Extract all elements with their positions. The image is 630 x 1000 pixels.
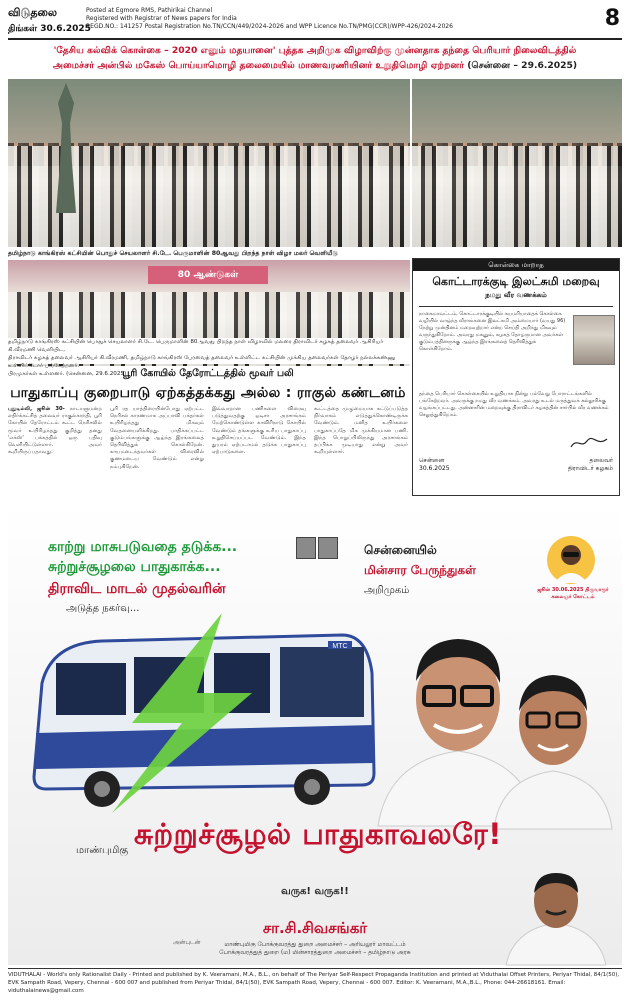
ad-tagline-1: காற்று மாசுபடுவதை தடுக்க... — [48, 539, 238, 555]
caption-line: தமிழ்நாடு காங்கிரஸ் கட்சியின் பொதுச் செயலாளர் சி.டே. பெருமாளின் 80ஆவது பிறந்த நாள் விழாவில் மலரை திராவிடர் கழகத் தலைவர் ஆசிரியர் கி.வீரமணி வெளியிட, — [8, 339, 384, 353]
obituary-band: கொள்கை மாறாத — [413, 259, 619, 271]
ad-city: சென்னையில் — [364, 543, 437, 557]
signatory-name: சா.சி.சிவசங்கர் — [262, 919, 368, 937]
headline-line-1: 'தேசிய கல்விக் கொள்கை – 2020 எனும் மதயானை' புத்தக அறிமுக விழாவிற்கு முன்னதாக தந்தை பெரியார் நிலைவிடத்தில் — [53, 45, 577, 56]
divider — [419, 306, 613, 307]
obituary-text: நாகைமாவட்டம், கொட்டாரக்குடியில் சுயமரியாதைக் கொள்கை வழியில் வாழ்ந்த வீராங்கனை இலட்சுமி அம்மையார் (வயது 96) நேற்று முன்தினம் மறைவுற்றார் என்ற செய்தி அறிந்து மிகவும் வருந்துகிறோம். அவரது மகனும், கழகத் தோழருமான அவர்கள் குடும்பத்தினருக்கு ஆழ்ந்த இரங்கலைத் தெரிவித்துக் கொள்கிறோம். — [419, 311, 566, 352]
ad-main-slogan: சுற்றுச்சூழல் பாதுகாவலரே! — [134, 817, 502, 851]
article-column: பூரி ரத யாத்திரையின்போது ஏற்பட்ட நெரிசல் காரணமாக அப்பாவி பக்தர்கள் உயிரிழந்தது மிகவும் வேதனையளிக்கிறது. பாதிக்கப்பட்ட குடும்பங்களுக்கு ஆழ்ந்த இரங்கலைத் தெரிவித்துக் கொள்கிறேன். காயமடைந்தவர்கள் விரைவில் குணமடைய வேண்டும் என்று நம்புகிறேன். — [110, 406, 204, 470]
leader-portrait-icon — [318, 537, 338, 559]
obituary-place-date — [419, 457, 450, 473]
obituary-tribute: நமது வீர வணக்கம் — [485, 291, 547, 299]
photo-caption: தமிழ்நாடு காங்கிரஸ் கட்சியின் பொதுச் செயலாளர் சி.டே. பெருமாளின் 80ஆவது பிறந்த நாள் விழா மலர் வெளியீடு — [8, 250, 338, 257]
place: சென்னை — [419, 457, 445, 464]
masthead — [8, 6, 622, 40]
ad-welcome: வருக! வருக!! — [281, 886, 349, 897]
event-photo-right — [412, 79, 622, 247]
registration-info — [86, 7, 453, 31]
kalaignar-caption: ஜூன் 30.06.2025 திருவாரூர் கலைஞர் கோட்டம் — [537, 587, 609, 600]
ad-launch: அறிமுகம் — [364, 585, 410, 596]
leader-portrait-icon — [296, 537, 316, 559]
ad-tagline-4: அடுத்த நகர்வு... — [66, 603, 140, 614]
article-text: நாடாளுமன்ற எதிர்க்கட்சித் தலைவர் ராகுல்காந்தி, பூரி கோயில் தேரோட்டம் கூட்ட நெரிசலில் மூவர் உயிரிழந்தது குறித்து தனது 'எக்ஸ்' பக்கத்தில் ஒரு பதிவு வெளியிட்டுள்ளார். அவர் கூறியிருப்பதாவது: — [8, 406, 102, 456]
electric-bus-illustration — [22, 613, 382, 813]
obituary-box — [412, 258, 620, 496]
signature-icon — [569, 435, 609, 451]
article-body — [8, 406, 408, 496]
signatory-portrait — [506, 863, 606, 965]
imprint-footer: VIDUTHALAI - World's only Rationalist Daily - Printed and published by K. Veeramani, M.A., B.L., on behalf of The Periyar Self-Respect Propaganda Institution and printed at Viduthalai Offset Printers, Periyar Thidal, 84/1(50), EVK Sampath Road, Vepery, Chennai - 600 007 and published from Periyar Thidal, 84/1(50), EVK Sampath Road, Vepery, Chennai - 600 007. Editor: K. Veeramani, M.A.,B.L., Phone: 044-26618161. Email: viduthalainews@gmail.com — [8, 968, 622, 996]
memorial-statue-icon — [48, 83, 84, 213]
article-column: கூட்டத்தை முழுமையாக கட்டுப்படுத்த நிர்வாகம் எடுத்துக்கொண்டிருக்க வேண்டும். மனித உயிர்களை பாதுகாப்பதே மிக முக்கியமான பணி. இந்த பொறுப்பிலிருந்து அரசாங்கம் தப்பிக்க முடியாது என்று அவர் கூறியுள்ளார். — [314, 406, 408, 456]
issue-date: திங்கள் 30.6.2025 — [8, 24, 91, 34]
title-line: போக்குவரத்துத் துறை (ம) மின்சாரத்துறை அமைச்சர் – தமிழ்நாடு அரசு — [219, 949, 411, 956]
ad-tagline-3: திராவிட மாடல் முதல்வரின் — [48, 581, 226, 597]
caption-line: திராவிடர் கழகத் தலைவர் ஆசிரியர் கி.வீரமணி, தமிழ்நாடு காங்கிரஸ் பேரவைத் தலைவர் உள்ளிட்ட கட்சியின் முக்கிய தலைவர்கள் தோழர் நல்லக்கண்ணு உள்ளிட்டோர் பங்கேற்றனர். — [8, 355, 396, 369]
advertisement — [8, 503, 622, 965]
signer-org: திராவிடர் கழகம் — [567, 465, 613, 472]
headline-date: (சென்னை – 29.6.2025) — [467, 60, 578, 71]
ad-electric-buses: மின்சார பேருந்துகள் — [364, 563, 476, 577]
minister-portrait — [494, 661, 612, 829]
kalaignar-portrait-icon — [544, 535, 598, 585]
article-title: பாதுகாப்பு குறைபாடு ஏற்கத்தக்கது அல்ல : ராகுல் கண்டனம் — [10, 385, 406, 401]
registration-line: REGD.NO.: 141257 Postal Registration No.TN/CCN/449/2024-2026 and WPP Licence No.TN/PMG(CCR)/WPP-426/2024-2026 — [86, 23, 453, 30]
ad-honorific: மாண்புமிகு — [76, 845, 129, 856]
bus-label: MTC — [332, 643, 348, 650]
registration-line: Registered with Registrar of News papers for India — [86, 15, 237, 22]
stage-banner: 80 ஆண்டுகள் — [148, 266, 268, 284]
signer-role: தலைவர் — [589, 457, 613, 464]
registration-line: Posted at Egmore RMS, Pathirikai Channel — [86, 7, 213, 14]
article-column: இவ்வாறான பணிகளை விரைவு படுத்துவதற்கு ஒடிசா அரசாங்கம் மேற்கொண்டுள்ள காவிரிநாடு கோயில் வேண்டும் தங்களுக்கு உரிய பாதுகாப்பு உறுதிசெய்யப்பட வேண்டும். இந்த துயரம் ஏற்படாமல் தடுக்க பாதுகாப்பு ஏற்பாடுகளை. — [212, 406, 306, 456]
obituary-portrait — [573, 315, 615, 365]
top-headline — [8, 43, 622, 77]
headline-line-2 — [8, 58, 622, 73]
event-photo-left — [8, 79, 410, 247]
article-column — [8, 406, 102, 496]
obituary-signer — [568, 457, 613, 473]
title-line: மாண்புமிகு போக்குவரத்து துறை அமைச்சர் – அரியலூர் மாவட்டம் — [224, 941, 406, 948]
dateline: புதுடில்லி, ஜூன் 30- — [8, 406, 65, 412]
article-kicker: பூரி கோயில் தேரோட்டத்தில் மூவர் பலி — [122, 368, 294, 379]
obituary-text-2: தந்தை பெரியார் கொள்கையில் உறுதியாக நின்று பல்வேறு போராட்டங்களில் பங்கேற்றவர். அவருக்கு நமது வீர வணக்கம். அவரது உடல் மருத்துவக் கல்லூரிக்கு வழங்கப்பட்டது. அன்னாரின் மறைவுக்கு திராவிடர் கழகத்தின் சார்பில் வீர வணக்கம் செலுத்துகிறோம். — [419, 391, 609, 418]
obituary-name: கொட்டாரக்குடி இலட்சுமி மறைவு — [432, 275, 600, 288]
page-number: 8 — [604, 6, 620, 31]
caption-line: பிரமுகர்கள் உள்ளனர். (சென்னை, 29.6.2025) — [8, 371, 127, 377]
signature-prefix: அன்புடன் — [173, 939, 201, 946]
crowd-bodies — [412, 146, 622, 247]
date: 30.6.2025 — [419, 465, 450, 472]
ad-tagline-2: சுற்றுச்சூழலை பாதுகாக்க... — [48, 559, 221, 575]
headline-line-2-text: அமைச்சர் அன்பில் மகேஸ் பொய்யாமொழி தலைமையில் மாணவரணியினர் உறுதிமொழி ஏற்றனர் — [52, 60, 465, 71]
newspaper-title: விடுதலை — [8, 6, 58, 19]
